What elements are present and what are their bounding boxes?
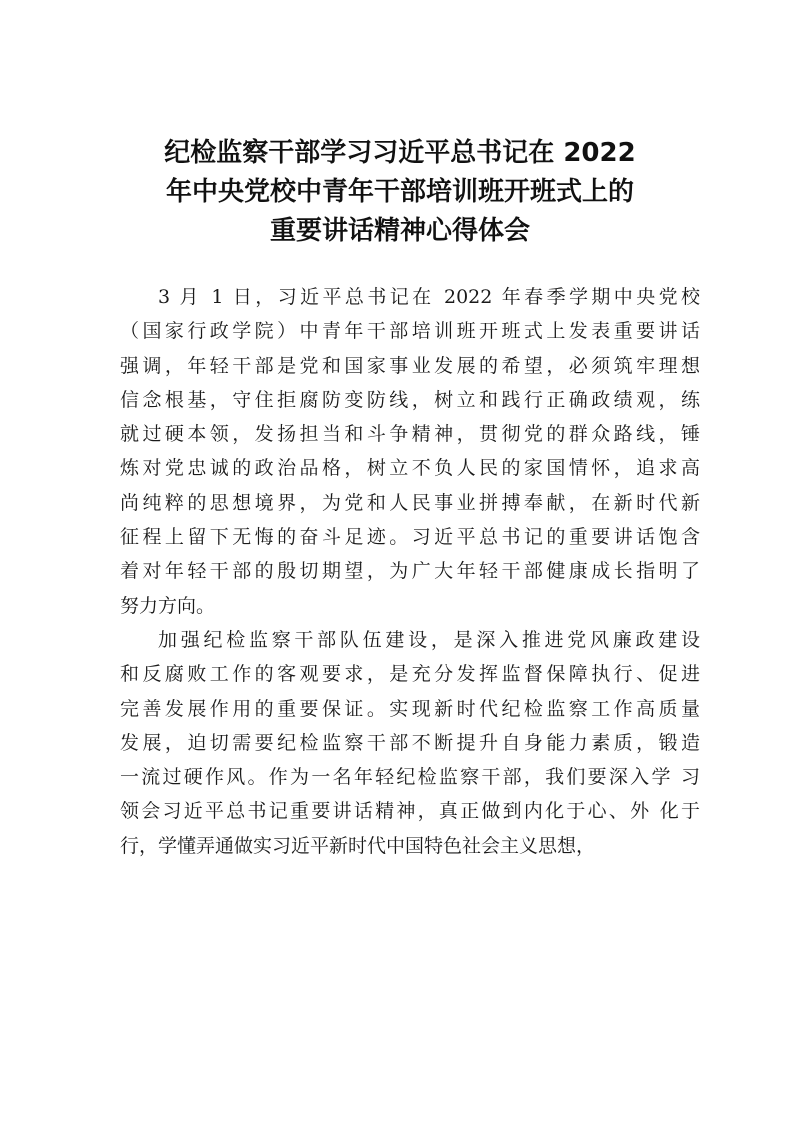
paragraph-2 bbox=[120, 623, 700, 863]
paragraph-line: 着对年轻干部的殷切期望，为广大年轻干部健康成长指明了 bbox=[120, 560, 700, 583]
paragraph-line: 强调，年轻干部是党和国家事业发展的希望，必须筑牢理想 bbox=[120, 354, 700, 377]
document-body bbox=[120, 280, 700, 863]
paragraph-line: 努力方向。 bbox=[120, 594, 216, 617]
paragraph-line: 信念根基，守住拒腐防变防线，树立和践行正确政绩观，练 bbox=[120, 388, 700, 411]
paragraph-line: 加强纪检监察干部队伍建设，是深入推进党风廉政建设 bbox=[158, 628, 700, 651]
paragraph-line: 发展，迫切需要纪检监察干部不断提升自身能力素质，锻造 bbox=[120, 731, 700, 754]
title-line: 纪检监察干部学习习近平总书记在 2022 bbox=[164, 138, 636, 168]
paragraph-line: 炼对党忠诚的政治品格，树立不负人民的家国情怀，追求高 bbox=[120, 457, 700, 480]
paragraph-line: 一流过硬作风。作为一名年轻纪检监察干部，我们要深入学 习 bbox=[120, 766, 700, 789]
document-title bbox=[100, 134, 700, 251]
paragraph-line: 尚纯粹的思想境界，为党和人民事业拼搏奉献，在新时代新 bbox=[120, 491, 700, 514]
paragraph-line: 领会习近平总书记重要讲话精神，真正做到内化于心、外 化于 bbox=[120, 800, 700, 823]
title-line: 年中央党校中青年干部培训班开班式上的 bbox=[165, 177, 634, 207]
paragraph-1 bbox=[120, 280, 700, 623]
paragraph-line: （国家行政学院）中青年干部培训班开班式上发表重要讲话 bbox=[120, 320, 700, 343]
title-line: 重要讲话精神心得体会 bbox=[269, 216, 530, 246]
paragraph-line: 征程上留下无悔的奋斗足迹。习近平总书记的重要讲话饱含 bbox=[120, 526, 700, 549]
paragraph-line: 行，学懂弄通做实习近平新时代中国特色社会主义思想， bbox=[120, 834, 596, 857]
paragraph-line: 3 月 1 日，习近平总书记在 2022 年春季学期中央党校 bbox=[158, 286, 700, 308]
paragraph-line: 完善发展作用的重要保证。实现新时代纪检监察工作高质量 bbox=[120, 697, 700, 720]
paragraph-line: 就过硬本领，发扬担当和斗争精神，贯彻党的群众路线，锤 bbox=[120, 423, 700, 446]
paragraph-line: 和反腐败工作的客观要求，是充分发挥监督保障执行、促进 bbox=[120, 663, 700, 686]
